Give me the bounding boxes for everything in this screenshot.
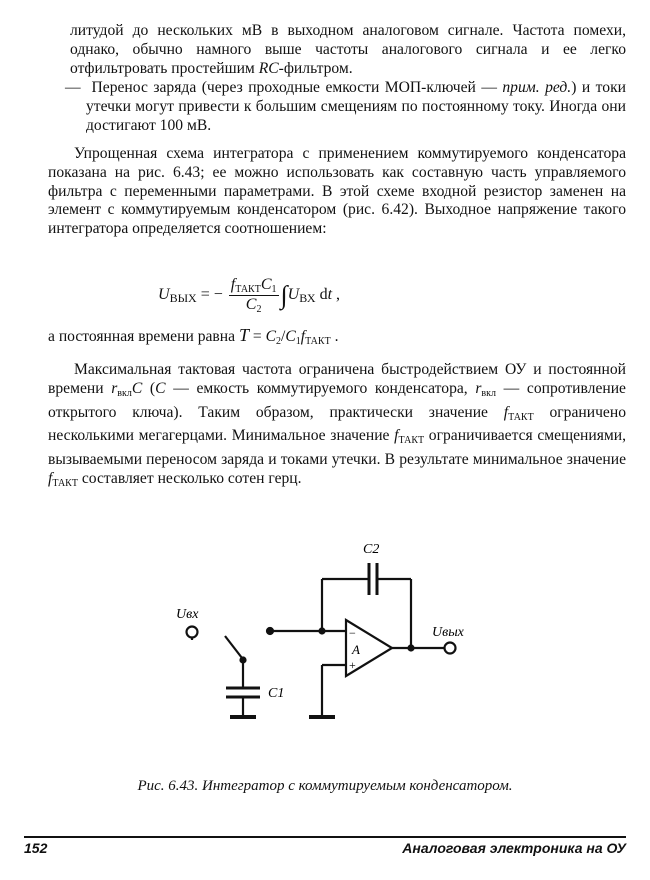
figure-caption: Рис. 6.43. Интегратор с коммутируемым конденсатором.: [137, 778, 513, 794]
label-uout: Uвых: [432, 625, 464, 640]
output-junction: [409, 646, 414, 651]
page-number: 152: [24, 840, 48, 856]
label-uin: Uвх: [176, 607, 199, 622]
switch-blade: [225, 636, 242, 658]
bullet-dash: —: [65, 79, 81, 96]
book-title: Аналоговая электроника на ОУ: [402, 840, 626, 856]
switch-contact: [241, 658, 246, 663]
bullet-text: — Перенос заряда (через проходные емкости МОП-ключей — прим. ред.) и токи утечки могут привести к большим смещениям по постоянному току. Иногда они достигают 100 мВ.: [65, 79, 626, 134]
label-c2: C2: [363, 542, 380, 557]
circuit-wires: [187, 563, 456, 717]
label-minus: −: [349, 626, 356, 640]
paragraph-middle-text: Упрощенная схема интегратора с применением коммутируемого конденсатора показана на рис. 6.43; ее можно использовать как составную часть управляемого фильтра с переменными параметрами. В этой схеме входной резистор заменен на элемент с коммутируемым конденсатором (рис. 6.42). Выходное напряжение такого интегратора определяется соотношением:: [48, 145, 626, 238]
equation-output: $U_{ВЫХ}$ = − $\frac{f_{ТАКТ}C_1}{C_2}$ $\int U_{ВХ}$ dt ,: [158, 276, 341, 315]
input-terminal: [187, 627, 198, 638]
equation-fraction: $\frac{f_{ТАКТ}C_1}{C_2}$: [230, 276, 277, 315]
integral-symbol: ∫: [280, 280, 288, 310]
time-constant-line: а постоянная времени равна $T = C_2/C_1f_{ТАКТ}$ .: [48, 325, 339, 347]
label-plus: +: [349, 658, 356, 672]
rc-symbol: RC: [258, 59, 279, 77]
label-c1: C1: [268, 686, 285, 701]
footer-rule: [24, 836, 626, 838]
paragraph-bottom-text: Максимальная тактовая частота ограничена быстродействием ОУ и постоянной времени $r_{вкл}C$ (C — емкость коммутируемого конденсатора, $r_{вкл}$ — сопротивление открытого ключа). Таким образом, практически значение $f_{ТАКТ}$ ограничено несколькими мегагерцами. Минимальное значение $f_{ТАКТ}$ ограничивается смещениями, вызываемыми переносом заряда и токами утечки. В результате минимальное значение $f_{ТАКТ}$ составляет несколько сотен герц.: [48, 361, 626, 489]
output-terminal: [445, 643, 456, 654]
paragraph-top-text: литудой до нескольких мВ в выходном аналоговом сигнале. Частота помехи, однако, обычно намного выше частоты аналогового сигнала и ее легко отфильтровать простейшим RC-фильтром.: [70, 22, 626, 77]
editor-note: прим. ред.: [502, 79, 572, 96]
label-opamp-a: A: [352, 642, 360, 657]
